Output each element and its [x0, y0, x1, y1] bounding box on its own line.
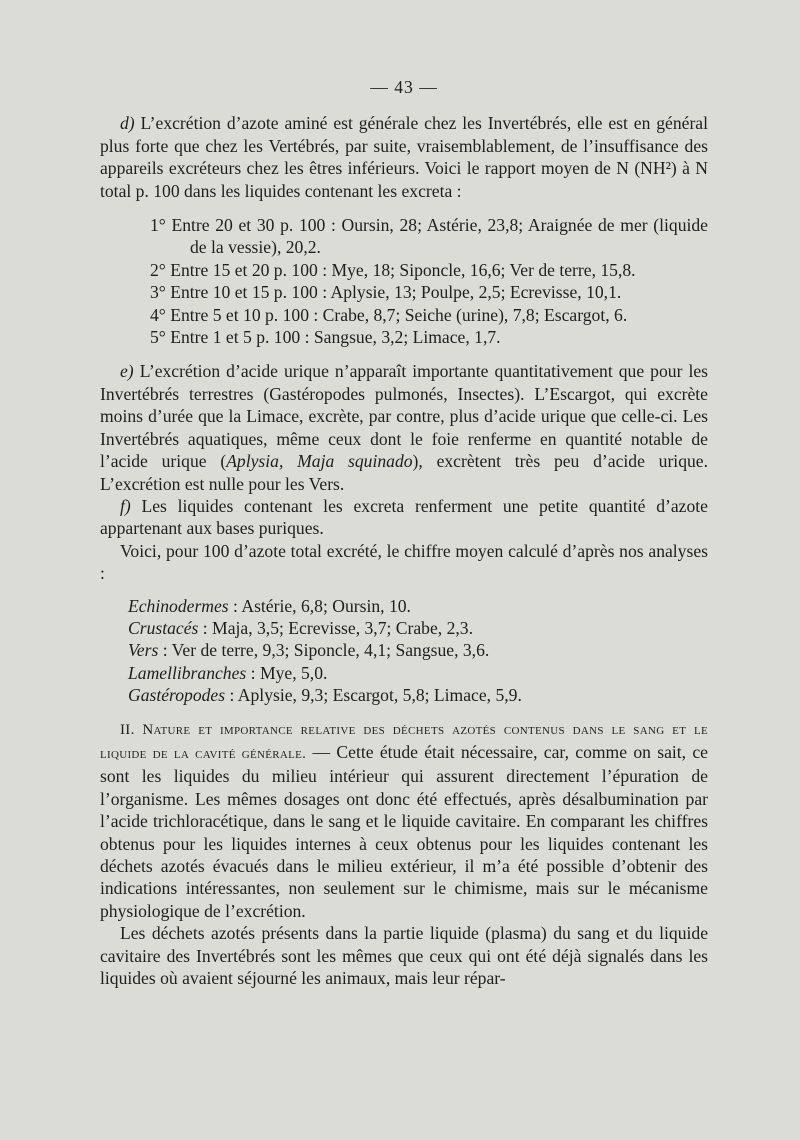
list-item: 1° Entre 20 et 30 p. 100 : Oursin, 28; Astérie, 23,8; Araignée de mer (liquide de la vessie), 20,2. [150, 215, 708, 258]
paragraph-f-letter: f) [120, 495, 131, 516]
section-heading: II. Nature et importance relative des déchets azotés contenus dans le sang et le liquide de la cavité générale. [100, 721, 708, 762]
list-item [100, 684, 708, 706]
list-item [100, 639, 708, 661]
paragraph-voici: Voici, pour 100 d’azote total excrété, le chiffre moyen calculé d’après nos analyses : [100, 540, 708, 584]
paragraph-f-text: Les liquides contenant les excreta renferment une petite quantité d’azote appartenant aux bases puriques. [100, 495, 708, 539]
group-name: Echinodermes [128, 595, 229, 616]
list-item: 3° Entre 10 et 15 p. 100 : Aplysie, 13; Poulpe, 2,5; Ecrevisse, 10,1. [150, 282, 622, 303]
list-item: 2° Entre 15 et 20 p. 100 : Mye, 18; Siponcle, 16,6; Ver de terre, 15,8. [150, 259, 636, 280]
list-item [100, 662, 708, 684]
group-name: Gastéropodes [128, 685, 226, 706]
group-values: : Maja, 3,5; Ecrevisse, 3,7; Crabe, 2,3. [198, 617, 473, 638]
page-number: — 43 — [370, 77, 438, 97]
paragraph-e-text-1: L’excrétion d’acide urique n’apparaît importante quantitativement que pour les Invertébrés terrestres (Gastéropodes pulmonés, Insectes). L’Escargot, qui excrète moins d’urée que la Limace, excrète, par contre, plus d’acide urique que celle-ci. Les Invertébrés aquatiques, même ceux dont le foie renferme en quantité notable de l’acide urique ( [100, 361, 708, 472]
list-item [100, 595, 708, 617]
paragraph-e [100, 360, 708, 494]
paragraph-e-letter: e) [120, 361, 134, 382]
paragraph-last: Les déchets azotés présents dans la partie liquide (plasma) du sang et du liquide cavitaire des Invertébrés sont les mêmes que ceux qui ont été déjà signalés dans les liquides où avaient séjourné les animaux, mais leur répar- [100, 923, 708, 989]
paragraph-d-letter: d) [120, 113, 135, 134]
paragraph-d-text: L’excrétion d’azote aminé est générale chez les Invertébrés, elle est en général plus forte que chez les Vertébrés, par suite, vraisemblablement, de l’insuffisance des appareils excréteurs chez les êtres inférieurs. Voici le rapport moyen de N (NH²) à N total p. 100 dans les liquides contenant les excreta : [100, 113, 708, 201]
section-2-paragraph [100, 717, 708, 923]
paragraph-e-species: Aplysia, Maja squinado [226, 451, 413, 472]
group-values: : Ver de terre, 9,3; Siponcle, 4,1; Sangsue, 3,6. [158, 640, 490, 661]
list-item: 5° Entre 1 et 5 p. 100 : Sangsue, 3,2; Limace, 1,7. [150, 327, 501, 348]
group-name: Lamellibranches [128, 662, 247, 683]
paragraph-f [100, 495, 708, 540]
purine-group-list [100, 595, 708, 707]
paragraph-e-text-2: ), excrètent très peu d’acide urique. L’excrétion est nulle pour les Vers. [100, 451, 708, 494]
group-name: Vers [128, 640, 159, 661]
list-item [100, 617, 708, 639]
group-values: : Astérie, 6,8; Oursin, 10. [228, 595, 411, 616]
paragraph-d [100, 112, 708, 202]
list-item: 4° Entre 5 et 10 p. 100 : Crabe, 8,7; Seiche (urine), 7,8; Escargot, 6. [150, 304, 628, 325]
ammonia-ratio-list [100, 214, 708, 348]
group-name: Crustacés [128, 617, 199, 638]
group-values: : Aplysie, 9,3; Escargot, 5,8; Limace, 5,9. [225, 685, 522, 706]
section-2-text: — Cette étude était nécessaire, car, comme on sait, ce sont les liquides du milieu intérieur qui assurent directement l’épuration de l’organisme. Les mêmes dosages ont donc été effectués, après désalbumination par l’acide trichloracétique, dans le sang et le liquide cavitaire. En comparant les chiffres obtenus pour les liquides internes à ceux obtenus pour les liquides contenant les déchets azotés évacués dans le milieu extérieur, il m’a été possible d’obtenir des indications intéressantes, non seulement sur le chimisme, mais sur le mécanisme physiologique de l’excrétion. [100, 741, 708, 921]
group-values: : Mye, 5,0. [246, 662, 328, 683]
